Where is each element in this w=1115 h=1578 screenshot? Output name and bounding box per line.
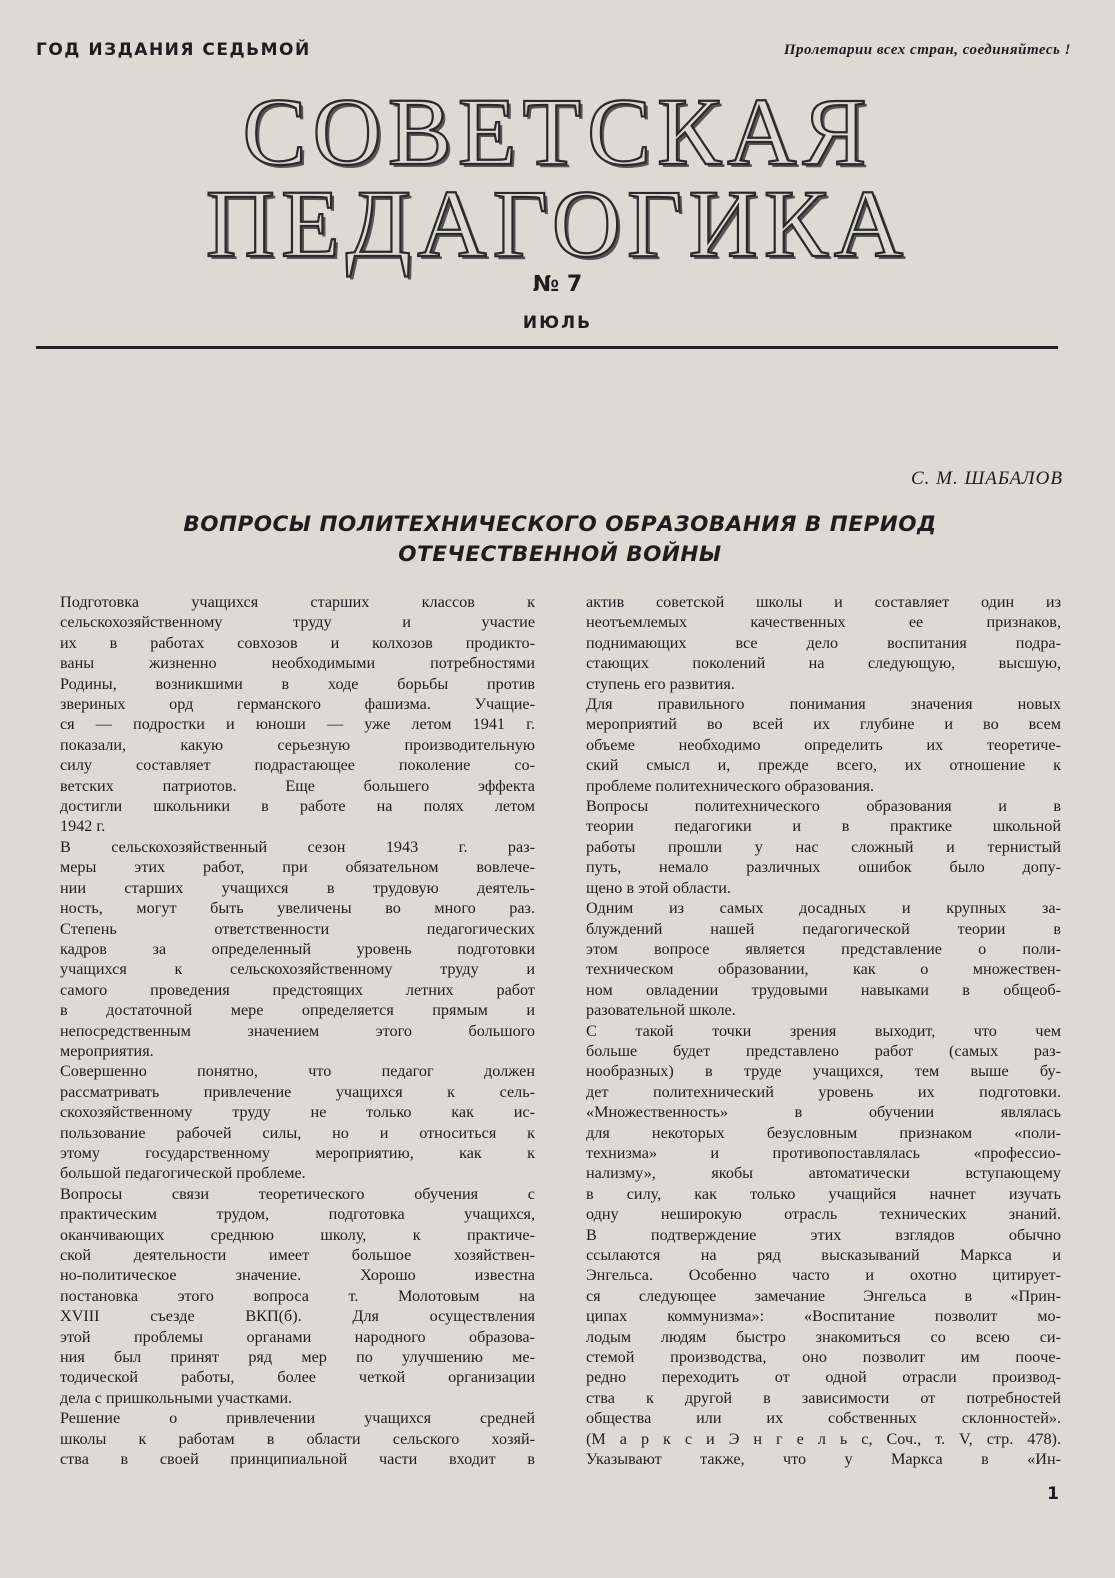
text-line: теории педагогики и в практике школьной (586, 817, 1061, 836)
text-line: в достаточной мере определяется прямым и (60, 1001, 535, 1020)
text-line: мероприятий во всей их глубине и во всем (586, 715, 1061, 734)
text-line: техническом образовании, как о множествен- (586, 960, 1061, 979)
text-line: постановка этого вопроса т. Молотовым на (60, 1286, 535, 1305)
text-line: лодым людям быстро знакомиться со всею си- (586, 1327, 1061, 1346)
text-line: Родины, возникшими в ходе борьбы против (60, 674, 535, 693)
text-line: XVIII съезде ВКП(б). Для осуществления (60, 1307, 535, 1326)
text-line: для некоторых безусловным признаком «поли- (586, 1123, 1061, 1142)
text-line: меры этих работ, при обязательном вовлече- (60, 858, 535, 877)
text-line: мероприятия. (60, 1041, 154, 1060)
text-line: самого проведения предстоящих летних работ (60, 980, 535, 999)
text-line: оканчивающих среднюю школу, к практиче- (60, 1225, 535, 1244)
text-line: ступень его развития. (586, 674, 735, 693)
text-line: путь, немало различных ошибок было допу- (586, 858, 1061, 877)
text-line: скохозяйственному труду не только как ис- (60, 1103, 535, 1122)
text-line: проблеме политехнического образования. (586, 776, 875, 795)
text-line: Подготовка учащихся старших классов к (60, 593, 535, 611)
text-line: работы прошли у нас сложный и тернистый (586, 837, 1061, 856)
article-title-line2: ОТЕЧЕСТВЕННОЙ ВОЙНЫ (398, 542, 722, 567)
issue-month: ИЮЛЬ (522, 313, 593, 333)
text-line: ность, могут быть увеличены во много раз. (60, 899, 535, 918)
article-author: С. М. ШАБАЛОВ (910, 468, 1063, 489)
text-line: рассматривать привлечение учащихся к сель- (60, 1082, 535, 1101)
text-line: одну неширокую отрасль технических знаний. (586, 1205, 1061, 1224)
text-line: в силу, как только учащийся начнет изучать (586, 1184, 1061, 1203)
text-line: нализму», якобы автоматически вступающему (586, 1164, 1061, 1183)
issue-number: № 7 (532, 272, 583, 297)
text-line: блуждений нашей педагогической теории в (586, 919, 1061, 938)
text-line: ся — подростки и юноши — уже летом 1941 г. (60, 715, 535, 734)
masthead-line1: СОВЕТСКАЯ (242, 78, 873, 185)
text-line: ципах коммунизма»: «Воспитание позволит мо- (586, 1307, 1061, 1326)
page-number: 1 (1047, 1484, 1059, 1504)
text-line: Одним из самых досадных и крупных за- (586, 899, 1061, 918)
text-line: большой педагогической проблеме. (60, 1164, 306, 1183)
text-line: тодической работы, более четкой организации (60, 1368, 535, 1387)
text-line: ский смысл и, прежде всего, их отношение к (586, 756, 1061, 775)
header-rule (36, 346, 1058, 349)
text-line: Указывают также, что у Маркса в «Ин- (586, 1450, 1061, 1469)
text-line: актив советской школы и составляет один из (586, 593, 1061, 611)
text-line: Вопросы связи теоретического обучения с (60, 1184, 535, 1203)
edition-year: ГОД ИЗДАНИЯ СЕДЬМОЙ (36, 40, 311, 60)
masthead-line2: ПЕДАГОГИКА (205, 170, 910, 277)
text-line: этом вопросе является представление о поли- (586, 939, 1061, 958)
text-line: звериных орд германского фашизма. Учащие- (60, 695, 535, 714)
text-line: Решение о привлечении учащихся средней (60, 1409, 535, 1428)
text-line: показали, какую серьезную производительную (60, 735, 535, 754)
text-line: Для правильного понимания значения новых (586, 695, 1061, 714)
text-line: «Множественность» в обучении являлась (586, 1103, 1061, 1122)
text-line: ветских патриотов. Еще большего эффекта (60, 776, 535, 795)
text-line: ния был принят ряд мер по улучшению ме- (60, 1348, 535, 1367)
article-title-line1: ВОПРОСЫ ПОЛИТЕХНИЧЕСКОГО ОБРАЗОВАНИЯ В ПЕРИОД (183, 512, 937, 537)
text-line: непосредственным значением этого большого (60, 1021, 535, 1040)
text-line: нообразных) в труде учащихся, тем выше бу- (586, 1062, 1061, 1081)
text-line: общества или их собственных склонностей». (586, 1409, 1061, 1428)
text-column-left (60, 592, 535, 1469)
text-line: Вопросы политехнического образования и в (586, 797, 1061, 816)
text-line: силу составляет подрастающее поколение со- (60, 756, 535, 775)
text-line: дела с пришкольными участками. (60, 1388, 293, 1407)
text-line: Энгельса. Особенно часто и охотно цитирует- (586, 1266, 1061, 1285)
text-line: разовательной школе. (586, 1001, 736, 1020)
text-line: школы к работам в области сельского хозяй- (60, 1429, 535, 1448)
text-line: достигли школьники в работе на полях летом (60, 797, 535, 816)
text-line: кадров за определенный уровень подготовки (60, 939, 535, 958)
text-line: но-политическое значение. Хорошо известна (60, 1266, 535, 1285)
text-line: стающих поколений на следующую, высшую, (586, 654, 1061, 673)
text-line: ской деятельности имеет большое хозяйствен- (60, 1246, 535, 1264)
text-line: редно переходить от одной отрасли производ- (586, 1368, 1061, 1387)
text-line: этому государственному мероприятию, как к (60, 1143, 535, 1162)
text-line: ства к другой в зависимости от потребностей (586, 1388, 1061, 1407)
text-line: технизма» и противопоставлялась «профессио- (586, 1143, 1061, 1162)
text-line: Степень ответственности педагогических (60, 919, 535, 938)
text-line: Совершенно понятно, что педагог должен (60, 1062, 535, 1081)
text-line: С такой точки зрения выходит, что чем (586, 1021, 1061, 1040)
text-column-right (586, 592, 1061, 1469)
text-line: 1942 г. (60, 817, 106, 836)
text-line: объеме необходимо определить их теоретиче- (586, 735, 1061, 754)
text-line: их в работах совхозов и колхозов продикто- (60, 633, 535, 652)
text-line: неотъемлемых качественных ее признаков, (586, 613, 1061, 632)
text-line: этой проблемы органами народного образова- (60, 1327, 535, 1346)
text-line: ваны жизненно необходимыми потребностями (60, 654, 535, 673)
text-line: больше будет представлено работ (самых раз- (586, 1041, 1061, 1060)
article-title (80, 510, 1040, 570)
text-line: сельскохозяйственному труду и участие (60, 613, 535, 632)
text-line: щено в этой области. (586, 878, 731, 897)
text-line: стемой производства, оно позволит им поoче- (586, 1348, 1061, 1367)
text-line: пользование рабочей силы, но и относиться к (60, 1123, 535, 1142)
text-line: дет политехнический уровень их подготовки. (586, 1082, 1061, 1101)
slogan: Пролетарии всех стран, соединяйтесь ! (783, 42, 1071, 58)
text-line: В сельскохозяйственный сезон 1943 г. раз- (60, 837, 535, 856)
text-line: В подтверждение этих взглядов обычно (586, 1225, 1061, 1244)
text-line: ном овладении трудовыми навыками в общеоб- (586, 980, 1061, 999)
text-line: (М а р к с и Э н г е л ь с, Соч., т. V, стр. 478). (586, 1429, 1061, 1448)
text-line: ся следующее замечание Энгельса в «Прин- (586, 1286, 1061, 1305)
text-line: учащихся к сельскохозяйственному труду и (60, 960, 535, 979)
text-line: нии старших учащихся в трудовую деятель- (60, 878, 535, 897)
text-line: практическим трудом, подготовка учащихся, (60, 1205, 535, 1224)
text-line: ства в своей принципиальной части входит в (60, 1450, 535, 1469)
text-line: ссылаются на ряд высказываний Маркса и (586, 1246, 1061, 1264)
text-line: поднимающих все дело воспитания подра- (586, 633, 1061, 652)
